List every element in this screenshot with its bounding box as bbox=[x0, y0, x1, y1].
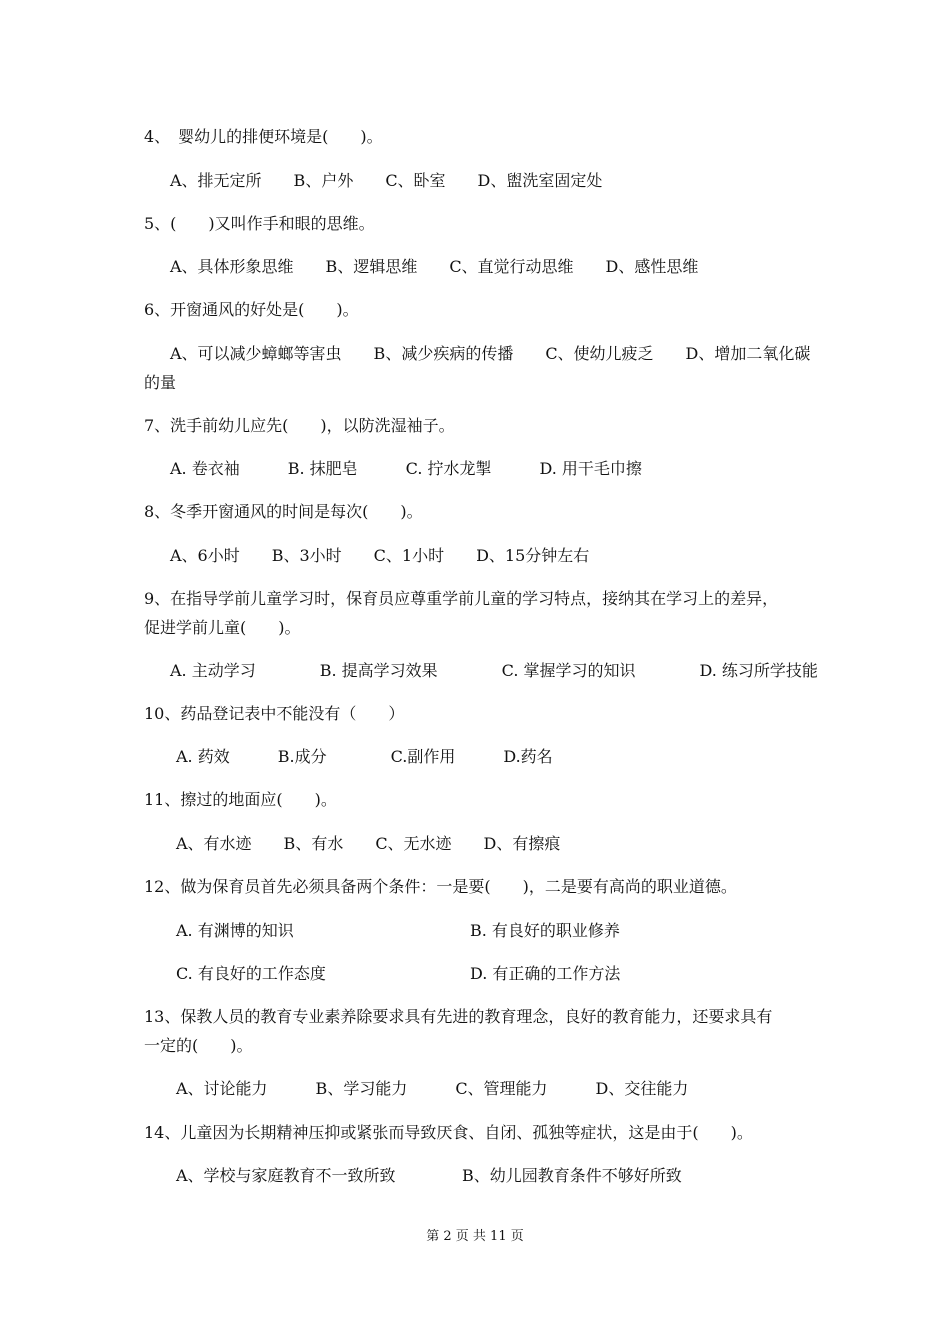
question-9: 9、在指导学前儿童学习时，保育员应尊重学前儿童的学习特点，接纳其在学习上的差异， bbox=[144, 589, 779, 608]
page-footer: 第 2 页 共 11 页 bbox=[426, 1229, 524, 1244]
question-10-options: A. 药效 B.成分 C.副作用 D.药名 bbox=[176, 747, 553, 766]
question-12-option-a: A. 有渊博的知识 bbox=[176, 921, 294, 940]
question-4: 4、 婴幼儿的排便环境是( )。 bbox=[144, 127, 383, 146]
question-13-options: A、讨论能力 B、学习能力 C、管理能力 D、交往能力 bbox=[176, 1079, 689, 1098]
question-11-options: A、有水迹 B、有水 C、无水迹 D、有擦痕 bbox=[176, 834, 561, 853]
question-6: 6、开窗通风的好处是( )。 bbox=[144, 300, 359, 319]
question-14-option-a: A、学校与家庭教育不一致所致 bbox=[176, 1166, 396, 1185]
question-12-option-c: C. 有良好的工作态度 bbox=[176, 964, 326, 983]
question-14: 14、儿童因为长期精神压抑或紧张而导致厌食、自闭、孤独等症状，这是由于( )。 bbox=[144, 1123, 753, 1142]
question-14-option-b: B、幼儿园教育条件不够好所致 bbox=[462, 1166, 682, 1185]
question-5: 5、( )又叫作手和眼的思维。 bbox=[144, 214, 375, 233]
question-13: 13、保教人员的教育专业素养除要求具有先进的教育理念，良好的教育能力，还要求具有 bbox=[144, 1007, 773, 1026]
question-9-options: A. 主动学习 B. 提高学习效果 C. 掌握学习的知识 D. 练习所学技能 bbox=[170, 661, 818, 680]
question-13-cont: 一定的( )。 bbox=[144, 1036, 253, 1055]
question-4-options: A、排无定所 B、户外 C、卧室 D、盥洗室固定处 bbox=[170, 171, 603, 190]
question-12-option-b: B. 有良好的职业修养 bbox=[470, 921, 620, 940]
question-7-options: A. 卷衣袖 B. 抹肥皂 C. 拧水龙掣 D. 用干毛巾擦 bbox=[170, 459, 642, 478]
question-6-options-cont: 的量 bbox=[144, 373, 177, 392]
question-12: 12、做为保育员首先必须具备两个条件：一是要( )，二是要有高尚的职业道德。 bbox=[144, 877, 737, 896]
question-5-options: A、具体形象思维 B、逻辑思维 C、直觉行动思维 D、感性思维 bbox=[170, 257, 699, 276]
question-11: 11、擦过的地面应( )。 bbox=[144, 790, 337, 809]
question-8: 8、冬季开窗通风的时间是每次( )。 bbox=[144, 502, 423, 521]
question-12-option-d: D. 有正确的工作方法 bbox=[470, 964, 621, 983]
question-9-cont: 促进学前儿童( )。 bbox=[144, 618, 301, 637]
question-7: 7、洗手前幼儿应先( )，以防洗湿袖子。 bbox=[144, 416, 455, 435]
question-8-options: A、6小时 B、3小时 C、1小时 D、15分钟左右 bbox=[170, 546, 590, 565]
question-6-options: A、可以减少蟑螂等害虫 B、减少疾病的传播 C、使幼儿疲乏 D、增加二氧化碳 bbox=[170, 344, 811, 363]
question-10: 10、药品登记表中不能没有（ ） bbox=[144, 704, 405, 723]
